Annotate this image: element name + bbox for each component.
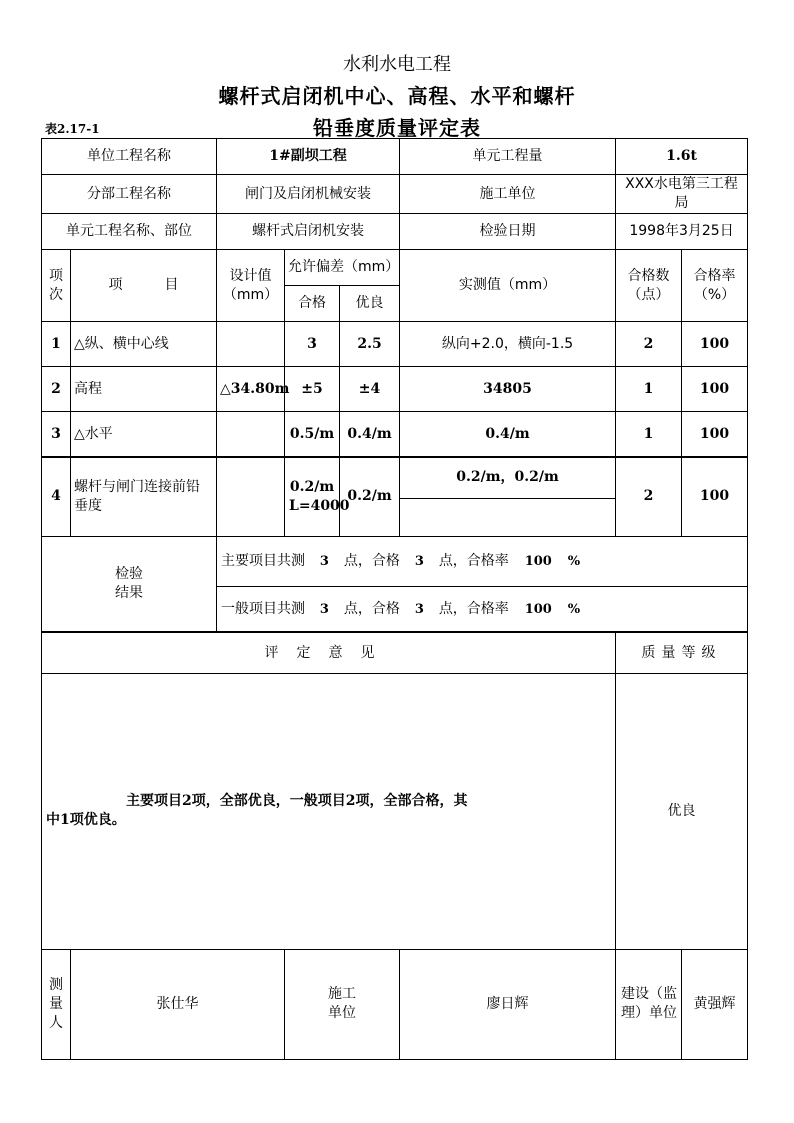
date-value: 1998年3月25日 (616, 213, 748, 249)
unit-qty-value: 1.6t (616, 139, 748, 175)
header-line2: 螺杆式启闭机中心、高程、水平和螺杆 (218, 84, 576, 108)
col-design: 设计值（mm） (217, 250, 285, 322)
opinion-label: 评定意见 (42, 632, 616, 673)
grade-label: 质量等级 (616, 632, 748, 673)
row-rate: 100 (682, 412, 748, 457)
row-item: △纵、横中心线 (71, 322, 217, 367)
sub-project-value: 闸门及启闭机械安装 (217, 175, 400, 214)
result-main-rate: 100 (524, 553, 552, 569)
form-code: 表2.17-1 (45, 122, 100, 136)
row-count: 2 (616, 457, 682, 536)
row-item: △水平 (71, 412, 217, 457)
result-gen-rate: 100 (524, 601, 552, 617)
row-no: 4 (42, 457, 71, 536)
result-general (217, 586, 748, 632)
row-rate: 100 (682, 367, 748, 412)
row-no: 2 (42, 367, 71, 412)
col-excellent: 优良 (340, 286, 400, 322)
grade-value: 优良 (616, 673, 748, 949)
unit-project-value: 1#副坝工程 (217, 139, 400, 175)
row-design (217, 322, 285, 367)
result-label (42, 536, 217, 632)
result-main (217, 536, 748, 586)
evaluation-header-row (42, 632, 748, 673)
table-row (42, 367, 748, 412)
col-pass-count: 合格数（点） (616, 250, 682, 322)
row-measured: 34805 (400, 367, 616, 412)
table-row (42, 457, 748, 498)
result-gen-mid1: 点，合格 (343, 600, 400, 617)
opinion-text (42, 673, 616, 949)
col-item: 项 目 (71, 250, 217, 322)
opinion-text-line1: 主要项目2项，全部优良，一般项目2项，全部合格，其 (126, 793, 468, 810)
row-qualified: 0.5/m (285, 412, 340, 457)
row-measured: 0.4/m (400, 412, 616, 457)
contractor-sign-name: 廖日辉 (400, 949, 616, 1059)
sub-project-label: 分部工程名称 (42, 175, 217, 214)
result-gen-ok: 3 (414, 601, 424, 617)
result-label-text: 检验结果 (115, 566, 143, 601)
result-gen-mid2: 点，合格率 (438, 600, 509, 617)
row-no: 3 (42, 412, 71, 457)
row-measured: 0.2/m，0.2/m (400, 457, 616, 498)
header-line3: 铅垂度质量评定表 (313, 116, 481, 140)
column-header-row-1 (42, 250, 748, 286)
evaluation-form (41, 138, 748, 1060)
col-measured: 实测值（mm） (400, 250, 616, 322)
element-label: 单元工程名称、部位 (42, 213, 217, 249)
row-qualified: 3 (285, 322, 340, 367)
row-excellent: 0.4/m (340, 412, 400, 457)
row-no: 1 (42, 322, 71, 367)
row-count: 2 (616, 322, 682, 367)
contractor-sign-label (285, 949, 400, 1059)
result-gen-prefix: 一般项目共测 (221, 600, 305, 617)
table-row (42, 322, 748, 367)
result-main-mid2: 点，合格率 (438, 552, 509, 569)
contractor-value: XXX水电第三工程局 (616, 175, 748, 214)
col-tolerance: 允许偏差（mm） (285, 250, 400, 286)
row-rate: 100 (682, 457, 748, 536)
result-gen-unit: % (567, 601, 581, 617)
evaluation-body-row (42, 673, 748, 949)
result-gen-points: 3 (319, 601, 329, 617)
supervisor-name: 黄强辉 (682, 949, 748, 1059)
col-qualified: 合格 (285, 286, 340, 322)
table-row (42, 412, 748, 457)
contractor-sign-label-text: 施工单位 (328, 986, 356, 1022)
result-main-unit: % (567, 553, 581, 569)
result-main-ok: 3 (414, 553, 424, 569)
col-pass-rate: 合格率（%） (682, 250, 748, 322)
row-design: △34.80m (217, 367, 285, 412)
row-count: 1 (616, 367, 682, 412)
info-row-3 (42, 213, 748, 249)
row-design (217, 412, 285, 457)
supervisor-label (616, 949, 682, 1059)
row-excellent: 0.2/m (340, 457, 400, 536)
result-row-main (42, 536, 748, 586)
row-excellent: 2.5 (340, 322, 400, 367)
col-no: 项次 (42, 250, 71, 322)
row-count: 1 (616, 412, 682, 457)
measurer-label (42, 949, 71, 1059)
result-main-points: 3 (319, 553, 329, 569)
info-row-2 (42, 175, 748, 214)
contractor-label: 施工单位 (400, 175, 616, 214)
row-qualified: 0.2/m L=4000 (285, 457, 340, 536)
measurer-label-text: 测量人 (49, 976, 63, 1031)
row-measured: 纵向+2.0，横向-1.5 (400, 322, 616, 367)
supervisor-label-text: 建设（监理）单位 (621, 986, 678, 1022)
date-label: 检验日期 (400, 213, 616, 249)
row-qualified: ±5 (285, 367, 340, 412)
row-item: 高程 (71, 367, 217, 412)
row-measured-2 (400, 498, 616, 536)
signature-row (42, 949, 748, 1059)
info-row-1 (42, 139, 748, 175)
unit-project-label: 单位工程名称 (42, 139, 217, 175)
measurer-name: 张仕华 (71, 949, 285, 1059)
result-main-mid1: 点，合格 (343, 552, 400, 569)
row-design (217, 457, 285, 536)
header-line1: 水利水电工程 (343, 54, 451, 75)
row-excellent: ±4 (340, 367, 400, 412)
row-rate: 100 (682, 322, 748, 367)
row-item: 螺杆与闸门连接前铅垂度 (71, 457, 217, 536)
result-main-prefix: 主要项目共测 (221, 552, 305, 569)
opinion-text-line2: 中1项优良。 (46, 812, 126, 829)
unit-qty-label: 单元工程量 (400, 139, 616, 175)
element-value: 螺杆式启闭机安装 (217, 213, 400, 249)
